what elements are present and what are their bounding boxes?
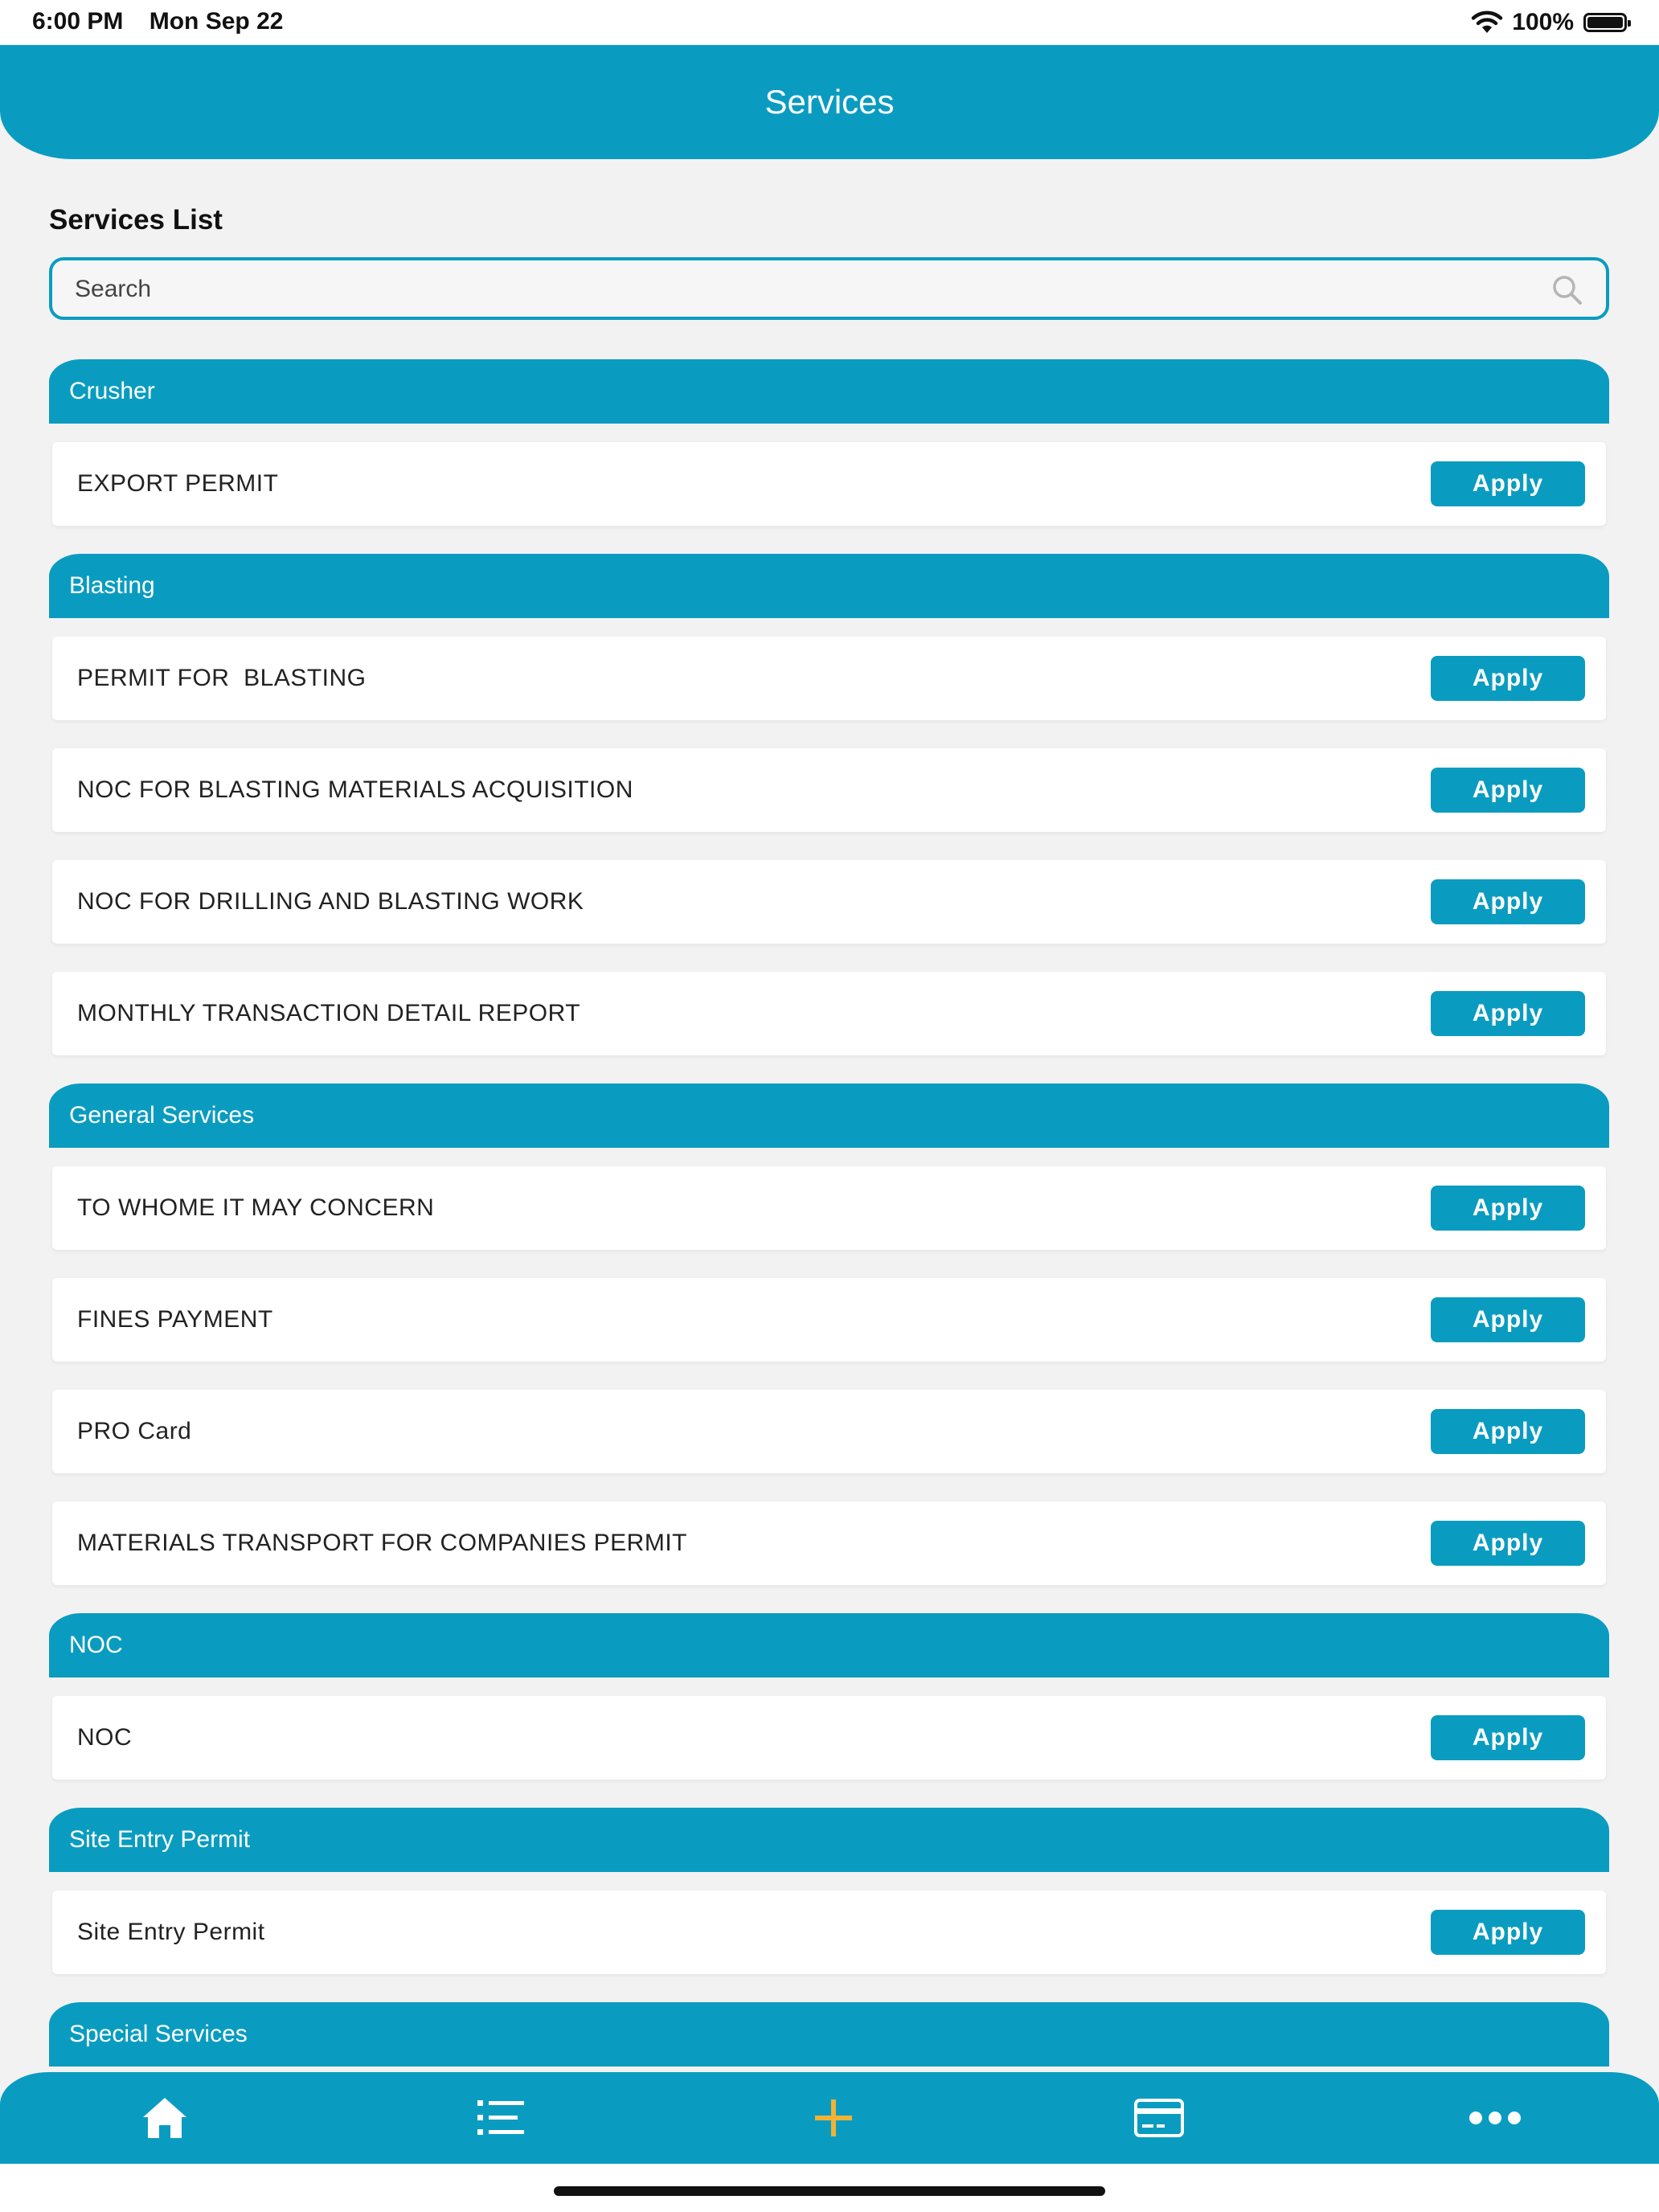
- service-name: TO WHOME IT MAY CONCERN: [77, 1194, 435, 1221]
- category-group: [49, 1083, 1609, 1585]
- plus-icon: [813, 2098, 854, 2138]
- apply-button[interactable]: Apply: [1431, 879, 1585, 924]
- category-name: Site Entry Permit: [69, 1826, 251, 1853]
- category-group: [49, 1808, 1609, 1974]
- page-title: Services: [764, 83, 895, 121]
- service-row: [52, 1501, 1606, 1585]
- battery-icon: [1583, 13, 1627, 32]
- home-icon: [141, 2096, 188, 2140]
- category-header: [49, 359, 1609, 424]
- status-time-date: [32, 8, 283, 35]
- status-time: 6:00 PM: [32, 8, 124, 35]
- apply-button[interactable]: Apply: [1431, 656, 1585, 701]
- battery-level: [1587, 17, 1623, 28]
- services-list[interactable]: [49, 359, 1609, 2047]
- service-row: [52, 442, 1606, 526]
- apply-button[interactable]: Apply: [1431, 461, 1585, 506]
- service-name: FINES PAYMENT: [77, 1306, 273, 1333]
- service-name: NOC: [77, 1724, 133, 1751]
- category-group: [49, 1613, 1609, 1780]
- apply-button[interactable]: Apply: [1431, 1186, 1585, 1231]
- services-list-title: Services List: [49, 204, 223, 236]
- category-group: [49, 554, 1609, 1055]
- status-date: Mon Sep 22: [149, 8, 284, 35]
- apply-button[interactable]: Apply: [1431, 1910, 1585, 1955]
- apply-button[interactable]: Apply: [1431, 991, 1585, 1036]
- service-row: [52, 860, 1606, 944]
- category-name: Blasting: [69, 572, 155, 599]
- category-name: Crusher: [69, 378, 155, 404]
- service-name: PERMIT FOR BLASTING: [77, 665, 367, 691]
- bottom-nav: [0, 2072, 1659, 2164]
- service-name: EXPORT PERMIT: [77, 470, 279, 497]
- nav-add[interactable]: [785, 2072, 882, 2164]
- service-name: PRO Card: [77, 1418, 192, 1444]
- search-icon[interactable]: [1551, 274, 1583, 306]
- category-group: [49, 359, 1609, 526]
- nav-more[interactable]: [1447, 2072, 1543, 2164]
- more-icon: [1469, 2110, 1522, 2126]
- service-row: [52, 1890, 1606, 1974]
- search-box[interactable]: [49, 257, 1609, 320]
- service-row: [52, 1696, 1606, 1780]
- category-name: General Services: [69, 1102, 255, 1129]
- apply-button[interactable]: Apply: [1431, 768, 1585, 813]
- status-indicators: [1472, 6, 1627, 39]
- service-row: [52, 972, 1606, 1055]
- category-name: NOC: [69, 1632, 123, 1658]
- nav-payments[interactable]: [1111, 2072, 1207, 2164]
- apply-button[interactable]: Apply: [1431, 1715, 1585, 1760]
- service-name: MONTHLY TRANSACTION DETAIL REPORT: [77, 1000, 581, 1026]
- service-row: [52, 748, 1606, 832]
- category-header: [49, 1083, 1609, 1148]
- home-indicator[interactable]: [554, 2186, 1105, 2196]
- service-name: NOC FOR DRILLING AND BLASTING WORK: [77, 888, 584, 915]
- category-header: [49, 2002, 1609, 2067]
- battery-percent: 100%: [1512, 9, 1574, 35]
- apply-button[interactable]: Apply: [1431, 1409, 1585, 1454]
- service-name: Site Entry Permit: [77, 1919, 265, 1945]
- service-name: MATERIALS TRANSPORT FOR COMPANIES PERMIT: [77, 1530, 687, 1556]
- status-bar: [0, 0, 1659, 45]
- category-header: [49, 1613, 1609, 1677]
- service-row: [52, 1278, 1606, 1362]
- service-row: [52, 1166, 1606, 1250]
- search-input[interactable]: [73, 260, 1507, 318]
- list-icon: [477, 2099, 524, 2137]
- category-name: Special Services: [69, 2021, 248, 2047]
- category-header: [49, 1808, 1609, 1872]
- category-header: [49, 554, 1609, 618]
- wifi-icon: [1472, 10, 1502, 35]
- apply-button[interactable]: Apply: [1431, 1297, 1585, 1342]
- nav-list[interactable]: [453, 2072, 549, 2164]
- service-row: [52, 1390, 1606, 1473]
- card-icon: [1134, 2099, 1184, 2137]
- service-name: NOC FOR BLASTING MATERIALS ACQUISITION: [77, 776, 633, 803]
- app-header: [0, 45, 1659, 159]
- category-group: [49, 2002, 1609, 2067]
- service-row: [52, 637, 1606, 720]
- apply-button[interactable]: Apply: [1431, 1521, 1585, 1566]
- nav-home[interactable]: [117, 2072, 213, 2164]
